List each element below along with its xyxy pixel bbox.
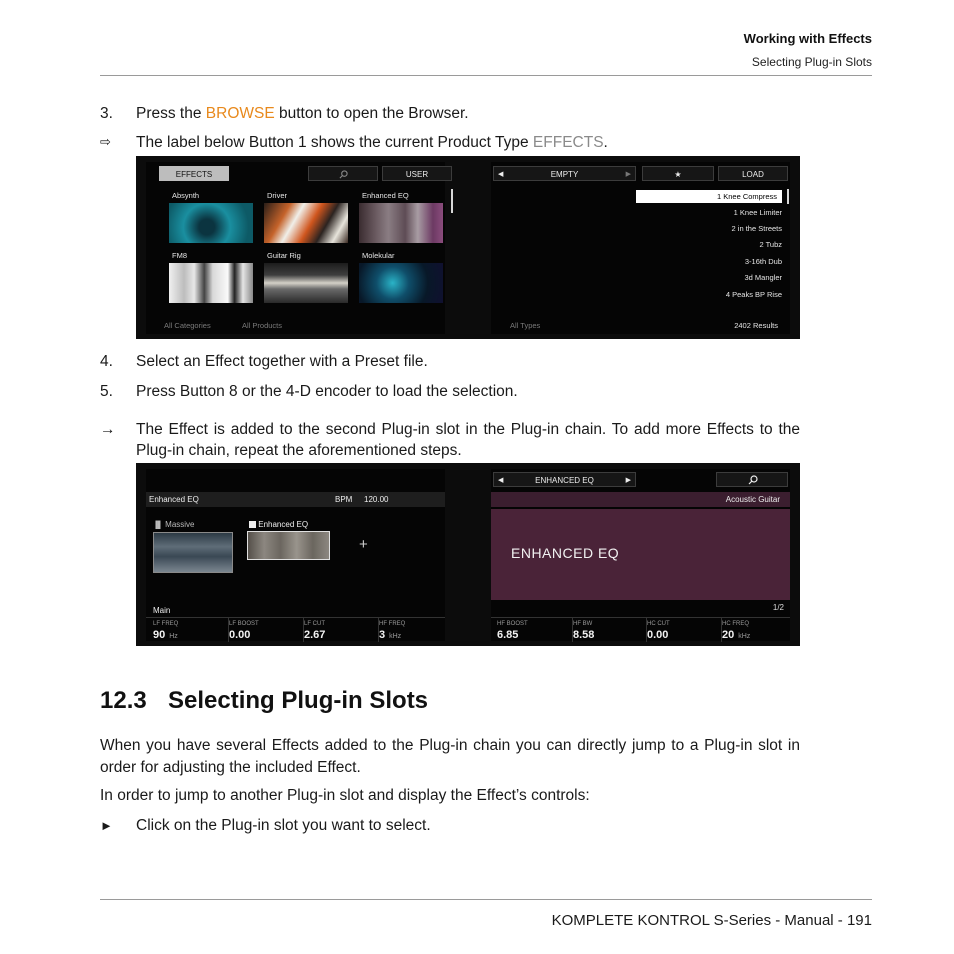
param-hf-boost[interactable] [497, 618, 567, 642]
plugin-screenshot [136, 463, 800, 646]
footer-divider [100, 899, 872, 900]
browser-right-screen [491, 162, 790, 334]
browser-left-screen [146, 162, 445, 334]
plugin-selector[interactable] [493, 472, 636, 487]
param-number: 0.00 [647, 629, 669, 641]
param-value [229, 629, 254, 641]
section-number: 12.3 [100, 687, 147, 714]
param-name: HC CUT [647, 621, 670, 627]
slot2-enhanced-eq-thumbnail[interactable] [247, 531, 330, 560]
text-part: . [603, 134, 608, 151]
result-item[interactable]: 1 Knee Limiter [733, 208, 782, 217]
paragraph-1: When you have several Effects added to the Plug-in chain you can directly jump to a Plug-in slot in order for adjusting the included Effect. [100, 737, 800, 776]
param-value [497, 629, 522, 641]
step-text: Select an Effect together with a Preset file. [136, 353, 428, 370]
results-count: 2402 Results [734, 321, 778, 330]
param-name: HF FREQ [379, 621, 406, 627]
ni-instrument-icon: ▐▌ [153, 522, 163, 529]
user-button[interactable]: USER [382, 166, 452, 181]
page-indicator: 1/2 [772, 603, 784, 612]
result-item[interactable]: 3d Mangler [744, 273, 782, 282]
favorite-button[interactable]: ★ [642, 166, 714, 181]
result-text: The Effect is added to the second Plug-in slot in the Plug-in chain. To add more Effects to the Plug-in chain, repeat the aforementioned steps. [136, 421, 800, 459]
param-unit: kHz [738, 633, 751, 640]
slot2-label[interactable] [249, 520, 308, 529]
preset-bar [491, 492, 790, 507]
add-slot-button[interactable]: + [359, 536, 368, 553]
step-4 [100, 351, 800, 372]
bullet-instruction [100, 815, 800, 836]
tile-guitar-rig-image[interactable] [264, 263, 348, 303]
page-footer: KOMPLETE KONTROL S-Series - Manual - 191 [551, 912, 872, 929]
param-value [379, 629, 401, 641]
tile-label-guitar-rig: Guitar Rig [267, 251, 301, 260]
param-value [722, 629, 750, 641]
step-3 [100, 103, 800, 124]
load-button[interactable]: LOAD [718, 166, 788, 181]
product-selector[interactable] [493, 166, 636, 181]
param-number: 20 [722, 629, 735, 641]
slot1-label[interactable] [153, 520, 195, 529]
param-unit: kHz [389, 633, 402, 640]
section-label: Main [153, 606, 171, 615]
plugin-title: Enhanced EQ [149, 495, 199, 504]
right-arrow-icon[interactable]: ▶ [625, 477, 631, 484]
slot1-name: Massive [165, 520, 195, 529]
param-number: 3 [379, 629, 386, 641]
search-button[interactable] [308, 166, 378, 181]
step-text: Press Button 8 or the 4-D encoder to load the selection. [136, 383, 518, 400]
tile-label-enhanced-eq: Enhanced EQ [362, 191, 409, 200]
tile-molekular-image[interactable] [359, 263, 443, 303]
all-categories-label[interactable]: All Categories [164, 321, 211, 330]
bullet-text: Click on the Plug-in slot you want to select. [136, 817, 431, 834]
param-name: LF BOOST [229, 621, 259, 627]
param-number: 6.85 [497, 629, 519, 641]
section-heading [100, 687, 428, 715]
slot1-massive-thumbnail[interactable] [153, 532, 233, 573]
step-number: 4. [100, 353, 113, 370]
plugin-title-bar [146, 492, 445, 507]
bullet-triangle-icon: ► [100, 818, 113, 833]
param-value [304, 629, 329, 641]
result-arrow-icon: ⇨ [100, 135, 111, 150]
browser-screenshot [136, 156, 800, 339]
step-5 [100, 381, 800, 402]
param-number: 2.67 [304, 629, 326, 641]
tile-label-fm8: FM8 [172, 251, 187, 260]
effects-keyword: EFFECTS [532, 134, 604, 151]
step-number: 5. [100, 383, 113, 400]
param-name: LF FREQ [153, 621, 179, 627]
header-divider [100, 75, 872, 76]
param-lf-boost[interactable] [228, 618, 298, 642]
tile-label-absynth: Absynth [172, 191, 200, 200]
left-arrow-icon[interactable]: ◀ [498, 477, 504, 484]
param-hc-freq[interactable] [721, 618, 789, 642]
param-value [153, 629, 178, 641]
bpm-label: BPM [335, 495, 353, 504]
running-header-subtitle: Selecting Plug-in Slots [751, 55, 872, 69]
scrollbar-handle[interactable] [787, 189, 789, 204]
param-lf-cut[interactable] [303, 618, 373, 642]
param-number: 8.58 [573, 629, 595, 641]
plugin-banner [491, 509, 790, 600]
plugin-selector-label: ENHANCED EQ [535, 476, 594, 485]
right-param-strip [491, 617, 790, 641]
browse-keyword: BROWSE [205, 105, 275, 122]
param-hc-cut[interactable] [646, 618, 716, 642]
result-item-selected[interactable]: 1 Knee Compress [636, 190, 782, 203]
tile-driver-image[interactable] [264, 203, 348, 243]
result-2 [100, 419, 800, 461]
tile-enhanced-eq-image[interactable] [359, 203, 443, 243]
text-part: The label below Button 1 shows the current Product Type [136, 134, 533, 151]
right-arrow-icon[interactable]: ▶ [625, 171, 631, 178]
search-icon [748, 475, 758, 485]
param-lf-freq[interactable] [153, 618, 223, 642]
step-text [136, 103, 800, 124]
left-param-strip [146, 617, 445, 641]
scrollbar-handle[interactable] [451, 189, 453, 213]
param-number: 0.00 [229, 629, 251, 641]
search-icon [339, 170, 348, 179]
tile-label-driver: Driver [267, 191, 287, 200]
ni-effect-icon [249, 521, 256, 528]
paragraph-2: In order to jump to another Plug-in slot and display the Effect’s controls: [100, 787, 590, 804]
tile-absynth-image[interactable] [169, 203, 253, 243]
tile-label-molekular: Molekular [362, 251, 395, 260]
param-number: 90 [153, 629, 166, 641]
param-hf-freq[interactable] [378, 618, 444, 642]
param-name: HF BW [573, 621, 593, 627]
plugin-left-screen [146, 469, 445, 641]
plugin-banner-title: ENHANCED EQ [511, 545, 620, 561]
result-item[interactable]: 4 Peaks BP Rise [725, 290, 782, 299]
text-part: button to open the Browser. [274, 105, 469, 122]
result-text [136, 132, 800, 153]
result-item[interactable]: 2 Tubz [759, 240, 782, 249]
result-arrow-icon: → [100, 421, 116, 438]
step-number: 3. [100, 105, 113, 122]
running-header-title: Working with Effects [743, 31, 872, 46]
param-value [647, 629, 672, 641]
section-title: Selecting Plug-in Slots [168, 687, 429, 714]
bpm-value: 120.00 [364, 495, 389, 504]
result-item[interactable]: 2 in the Streets [731, 224, 782, 233]
param-name: HC FREQ [722, 621, 749, 627]
search-button[interactable] [716, 472, 788, 487]
preset-name[interactable]: Acoustic Guitar [725, 495, 780, 504]
effects-button[interactable]: EFFECTS [159, 166, 229, 181]
tile-fm8-image[interactable] [169, 263, 253, 303]
param-name: HF BOOST [497, 621, 528, 627]
result-1 [100, 132, 800, 153]
param-hf-bw[interactable] [572, 618, 642, 642]
param-unit: Hz [169, 633, 178, 640]
slot2-name: Enhanced EQ [258, 520, 309, 529]
left-arrow-icon[interactable]: ◀ [498, 171, 504, 178]
all-types-label[interactable]: All Types [510, 321, 541, 330]
all-products-label[interactable]: All Products [242, 321, 283, 330]
param-value [573, 629, 598, 641]
plugin-right-screen [491, 469, 790, 641]
product-selector-label: EMPTY [550, 170, 579, 179]
text-part: Press the [136, 105, 206, 122]
param-name: LF CUT [304, 621, 325, 627]
result-item[interactable]: 3-16th Dub [744, 257, 782, 266]
